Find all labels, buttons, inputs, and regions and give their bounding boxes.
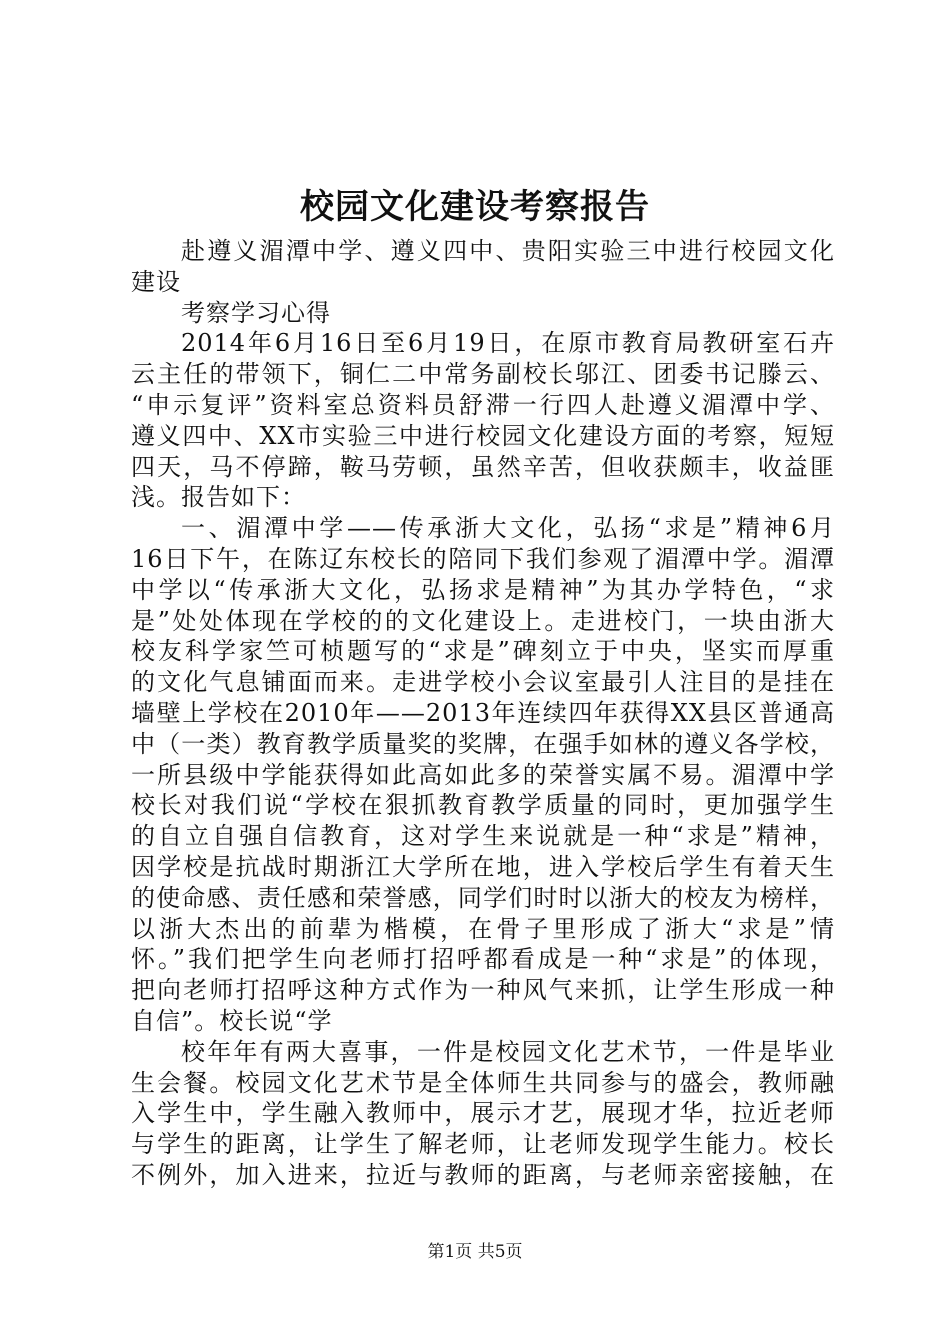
body-line: 的使命感、责任感和荣誉感，同学们时时以浙大的校友为榜样， — [131, 883, 835, 912]
body-line: 把向老师打招呼这种方式作为一种风气来抓，让学生形成一种 — [131, 976, 835, 1005]
body-line: 生会餐。校园文化艺术节是全体师生共同参与的盛会，教师融 — [131, 1068, 835, 1097]
body-line: 因学校是抗战时期浙江大学所在地，进入学校后学生有着天生 — [131, 852, 835, 881]
body-line: 校友科学家竺可桢题写的“求是”碑刻立于中央，坚实而厚重 — [131, 637, 835, 666]
body-line: 不例外，加入进来，拉近与教师的距离，与老师亲密接触，在 — [131, 1160, 835, 1189]
body-line: 一、湄潭中学——传承浙大文化，弘扬“求是”精神6月 — [181, 514, 835, 543]
page-footer: 第1页 共5页 — [427, 1242, 523, 1262]
body-line: 四天，马不停蹄，鞍马劳顿，虽然辛苦，但收获颇丰，收益匪 — [131, 452, 835, 481]
body-line: 浅。报告如下： — [131, 483, 306, 512]
body-line: 墙壁上学校在2010年——2013年连续四年获得XX县区普通高 — [131, 698, 835, 727]
body-line: 2014年6月16日至6月19日，在原市教育局教研室石卉 — [181, 329, 835, 358]
body-line: 考察学习心得 — [181, 298, 331, 327]
body-line: 是”处处体现在学校的的文化建设上。走进校门，一块由浙大 — [131, 606, 835, 635]
body-line: 校年年有两大喜事，一件是校园文化艺术节，一件是毕业 — [181, 1037, 835, 1066]
document-title: 校园文化建设考察报告 — [300, 187, 650, 227]
body-line: “申示复评”资料室总资料员舒滞一行四人赴遵义湄潭中学、 — [131, 390, 835, 419]
body-line: 赴遵义湄潭中学、遵义四中、贵阳实验三中进行校园文化 — [181, 237, 835, 265]
body-line: 校长对我们说“学校在狠抓教育教学质量的同时，更加强学生 — [131, 791, 835, 820]
body-line: 16日下午，在陈辽东校长的陪同下我们参观了湄潭中学。湄潭 — [131, 544, 835, 573]
body-line: 建设 — [131, 267, 181, 296]
body-line: 遵义四中、XX市实验三中进行校园文化建设方面的考察，短短 — [131, 421, 835, 450]
body-line: 以浙大杰出的前辈为楷模，在骨子里形成了浙大“求是”情 — [131, 914, 835, 943]
document-body — [131, 236, 835, 1191]
body-line: 的自立自强自信教育，这对学生来说就是一种“求是”精神， — [131, 822, 835, 851]
body-line: 与学生的距离，让学生了解老师，让老师发现学生能力。校长 — [131, 1130, 835, 1159]
body-line: 中学以“传承浙大文化，弘扬求是精神”为其办学特色，“求 — [131, 575, 835, 604]
body-line: 一所县级中学能获得如此高如此多的荣誉实属不易。湄潭中学 — [131, 760, 835, 789]
body-line: 入学生中，学生融入教师中，展示才艺，展现才华，拉近老师 — [131, 1099, 835, 1128]
body-line: 自信”。校长说“学 — [131, 1006, 333, 1035]
body-line: 中（一类）教育教学质量奖的奖牌，在强手如林的遵义各学校， — [131, 729, 835, 758]
body-line: 云主任的带领下，铜仁二中常务副校长邬江、团委书记滕云、 — [131, 360, 835, 389]
body-line: 的文化气息铺面而来。走进学校小会议室最引人注目的是挂在 — [131, 668, 835, 697]
body-line: 怀。”我们把学生向老师打招呼都看成是一种“求是”的体现， — [131, 945, 835, 974]
